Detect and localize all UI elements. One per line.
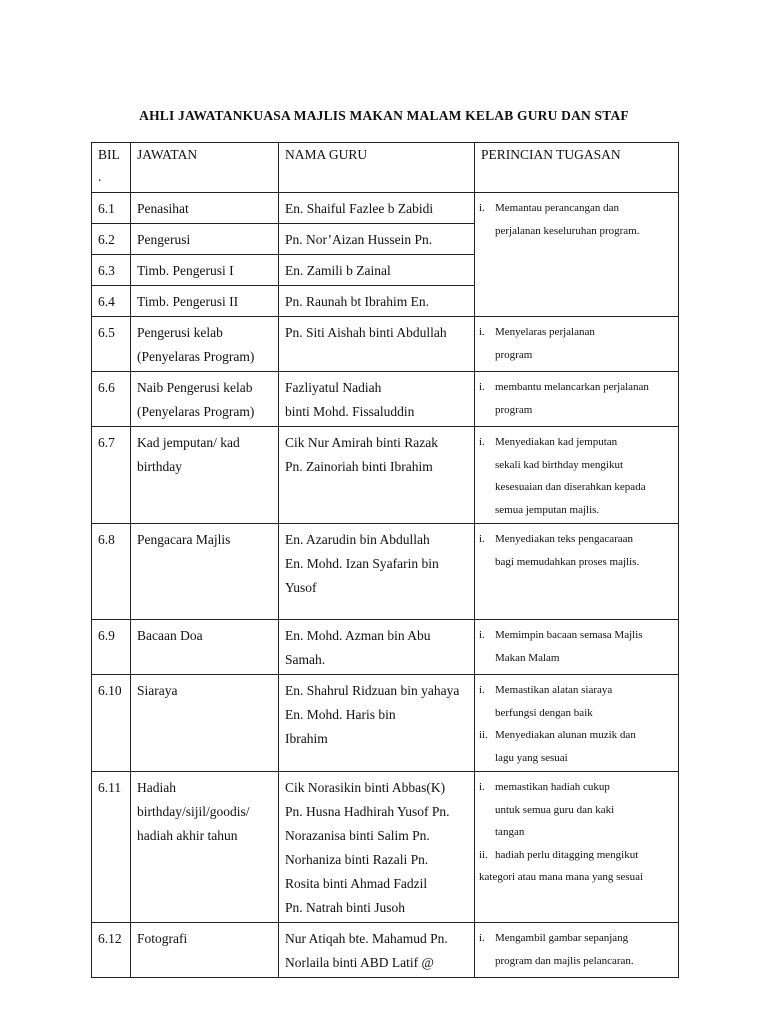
bil-cell: 6.11 (92, 772, 131, 923)
nama-cell: En. Mohd. Azman bin Abu Samah. (279, 620, 475, 675)
jawatan-cell: Siaraya (131, 675, 279, 772)
jawatan-cell: Pengerusi (131, 224, 279, 255)
table-row (92, 372, 679, 427)
bil-cell: 6.2 (92, 224, 131, 255)
bil-cell: 6.5 (92, 317, 131, 372)
bil-cell: 6.8 (92, 524, 131, 620)
bil-cell: 6.1 (92, 193, 131, 224)
header-jawatan: JAWATAN (131, 143, 279, 193)
bil-cell: 6.6 (92, 372, 131, 427)
task-item: i. Memantau perancangan dan perjalanan keseluruhan program. (479, 202, 640, 237)
jawatan-cell: Naib Pengerusi kelab (Penyelaras Program) (131, 372, 279, 427)
table-row (92, 923, 679, 978)
nama-cell: Cik Norasikin binti Abbas(K) Pn. Husna Hadhirah Yusof Pn. Norazanisa binti Salim Pn. Norhaniza binti Razali Pn. Rosita binti Ahmad Fadzil Pn. Natrah binti Jusoh (279, 772, 475, 923)
nama-cell: En. Shahrul Ridzuan bin yahaya En. Mohd. Haris bin Ibrahim (279, 675, 475, 772)
task-item: i. Menyediakan teks pengacaraan bagi memudahkan proses majlis. (479, 533, 640, 568)
tugasan-cell (475, 620, 679, 675)
table-row (92, 772, 679, 923)
jawatan-cell: Timb. Pengerusi I (131, 255, 279, 286)
task-item: i. memastikan hadiah cukup untuk semua guru dan kaki tangan (479, 781, 615, 838)
table-row (92, 317, 679, 372)
task-item: ii. Menyediakan alunan muzik dan lagu yang sesuai (479, 729, 636, 764)
table-row (92, 620, 679, 675)
header-bil: BIL . (92, 143, 131, 193)
nama-cell: En. Shaiful Fazlee b Zabidi (279, 193, 475, 224)
task-item: i. Menyelaras perjalanan program (479, 326, 595, 361)
bil-cell: 6.4 (92, 286, 131, 317)
tugasan-cell (475, 772, 679, 923)
committee-table (91, 142, 679, 978)
jawatan-cell: Hadiah birthday/sijil/goodis/ hadiah akhir tahun (131, 772, 279, 923)
jawatan-cell: Bacaan Doa (131, 620, 279, 675)
nama-cell: Fazliyatul Nadiah binti Mohd. Fissaluddin (279, 372, 475, 427)
table-row (92, 524, 679, 620)
nama-cell: En. Zamili b Zainal (279, 255, 475, 286)
table-row (92, 675, 679, 772)
tugasan-cell (475, 675, 679, 772)
nama-cell: En. Azarudin bin Abdullah En. Mohd. Izan Syafarin bin Yusof (279, 524, 475, 620)
task-item: i. Memastikan alatan siaraya berfungsi dengan baik (479, 684, 613, 719)
nama-cell: Cik Nur Amirah binti Razak Pn. Zainoriah binti Ibrahim (279, 427, 475, 524)
tugasan-cell (475, 427, 679, 524)
tugasan-cell (475, 923, 679, 978)
tugasan-cell (475, 524, 679, 620)
jawatan-cell: Timb. Pengerusi II (131, 286, 279, 317)
task-item: i. Memimpin bacaan semasa Majlis Makan Malam (479, 629, 643, 664)
jawatan-cell: Kad jemputan/ kad birthday (131, 427, 279, 524)
bil-cell: 6.10 (92, 675, 131, 772)
table-row (92, 427, 679, 524)
nama-cell: Nur Atiqah bte. Mahamud Pn. Norlaila binti ABD Latif @ (279, 923, 475, 978)
jawatan-cell: Penasihat (131, 193, 279, 224)
table-row (92, 193, 679, 224)
bil-cell: 6.3 (92, 255, 131, 286)
jawatan-cell: Pengerusi kelab (Penyelaras Program) (131, 317, 279, 372)
task-item: ii. hadiah perlu ditagging mengikut (479, 848, 639, 861)
tugasan-cell (475, 317, 679, 372)
jawatan-cell: Fotografi (131, 923, 279, 978)
task-item: i. membantu melancarkan perjalanan program (479, 381, 649, 416)
header-nama-guru: NAMA GURU (279, 143, 475, 193)
bil-cell: 6.12 (92, 923, 131, 978)
task-item: i. Mengambil gambar sepanjang program dan majlis pelancaran. (479, 932, 634, 967)
document-title: AHLI JAWATANKUASA MAJLIS MAKAN MALAM KELAB GURU DAN STAF (139, 108, 629, 123)
header-row (92, 143, 679, 193)
nama-cell: Pn. Nor’Aizan Hussein Pn. (279, 224, 475, 255)
tugasan-cell (475, 372, 679, 427)
task-item-continuation: kategori atau mana mana yang sesuai (479, 871, 644, 883)
bil-cell: 6.7 (92, 427, 131, 524)
nama-cell: Pn. Raunah bt Ibrahim En. (279, 286, 475, 317)
bil-cell: 6.9 (92, 620, 131, 675)
tugasan-cell (475, 193, 679, 317)
nama-cell: Pn. Siti Aishah binti Abdullah (279, 317, 475, 372)
jawatan-cell: Pengacara Majlis (131, 524, 279, 620)
task-item: i. Menyediakan kad jemputan sekali kad birthday mengikut kesesuaian dan diserahkan kepada semua jemputan majlis. (479, 436, 646, 516)
header-perincian-tugasan: PERINCIAN TUGASAN (475, 143, 679, 193)
